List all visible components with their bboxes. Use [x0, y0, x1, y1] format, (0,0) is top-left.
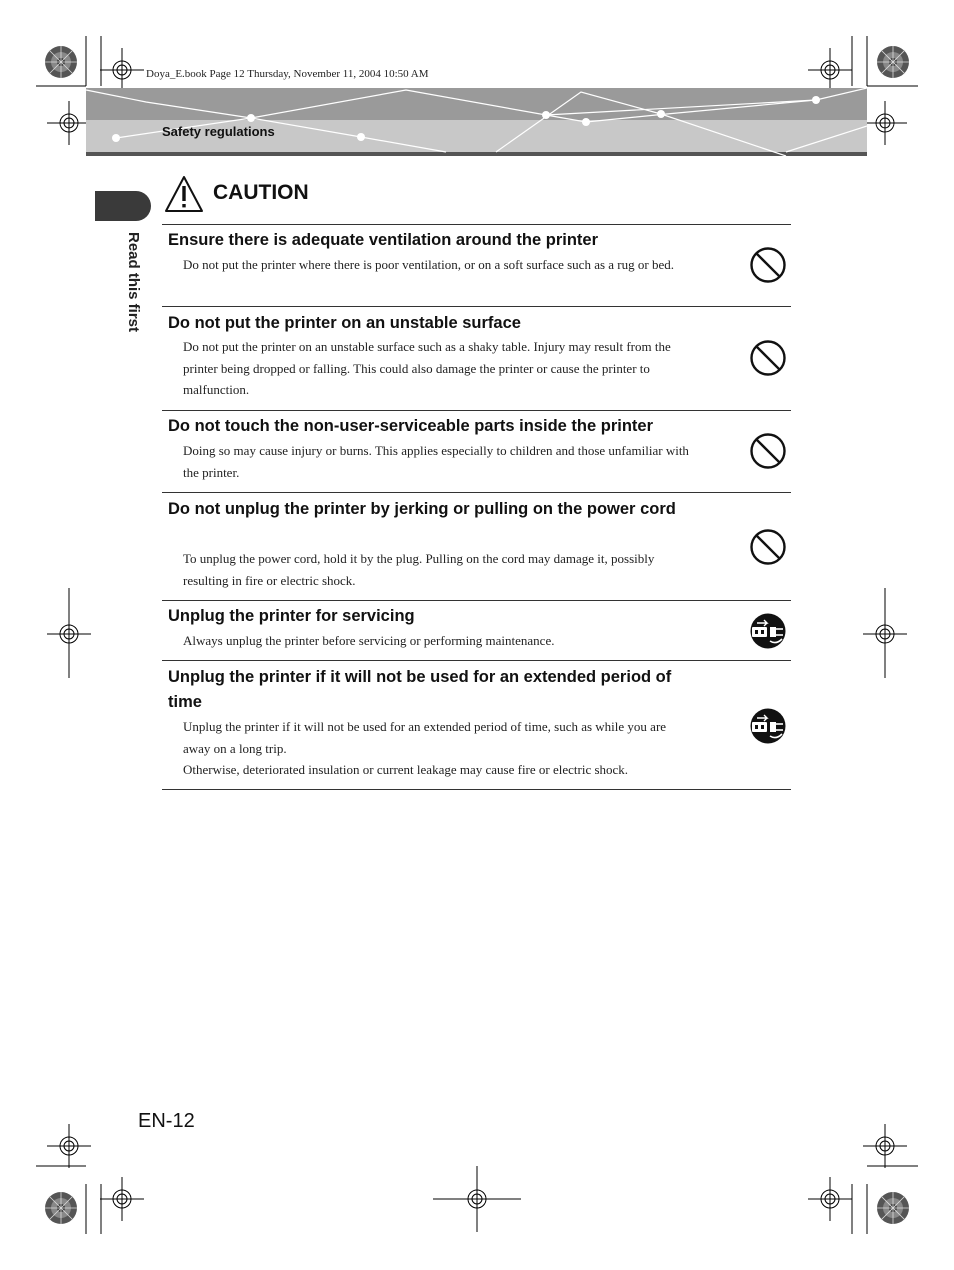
side-tab-label: Read this first — [125, 232, 142, 333]
color-target-icon — [876, 1191, 910, 1225]
section-label: Safety regulations — [162, 124, 275, 139]
divider — [162, 306, 791, 307]
item-title: Ensure there is adequate ventilation around the printer — [168, 231, 598, 249]
item-title: Unplug the printer if it will not be used for an extended period of time — [168, 668, 672, 711]
item-body: Unplug the printer if it will not be used for an extended period of time, such as while you are away on a long trip. Otherwise, deteriorated insulation or current leakage may cause fire or electric shock. — [183, 719, 667, 777]
crosshair-icon — [808, 1177, 852, 1221]
item-title: Do not touch the non-user-serviceable parts inside the printer — [168, 417, 653, 435]
prohibited-icon — [748, 431, 788, 471]
divider — [162, 410, 791, 411]
crosshair-line — [68, 588, 70, 678]
crosshair-line — [884, 588, 886, 678]
item-title: Do not unplug the printer by jerking or pulling on the power cord — [168, 500, 676, 518]
item-body: To unplug the power cord, hold it by the plug. Pulling on the cord may damage it, possibly resulting in fire or electric shock. — [183, 551, 655, 588]
item-title: Unplug the printer for servicing — [168, 607, 415, 625]
divider — [162, 224, 791, 225]
crosshair-icon — [863, 1124, 907, 1168]
divider — [162, 660, 791, 661]
item-body: Do not put the printer where there is poor ventilation, or on a soft surface such as a rug or bed. — [183, 257, 674, 272]
unplug-icon — [748, 611, 788, 651]
divider — [162, 789, 791, 790]
crosshair-line — [433, 1198, 521, 1200]
crosshair-icon — [47, 101, 91, 145]
color-target-icon — [44, 45, 78, 79]
crosshair-icon — [863, 101, 907, 145]
color-target-icon — [44, 1191, 78, 1225]
crosshair-icon — [808, 48, 852, 92]
prohibited-icon — [748, 338, 788, 378]
color-target-icon — [876, 45, 910, 79]
prohibited-icon — [748, 527, 788, 567]
divider — [162, 492, 791, 493]
caution-title: CAUTION — [213, 181, 309, 204]
prohibited-icon — [748, 245, 788, 285]
unplug-icon — [748, 706, 788, 746]
item-body: Do not put the printer on an unstable surface such as a shaky table. Injury may result from the printer being dropped or falling. This could also damage the printer or cause the printer to malfunction. — [183, 339, 671, 397]
crosshair-icon — [100, 48, 144, 92]
warning-triangle-icon — [164, 175, 204, 213]
page-number: EN-12 — [138, 1110, 195, 1132]
crosshair-icon — [100, 1177, 144, 1221]
divider — [162, 600, 791, 601]
item-body: Always unplug the printer before servicing or performing maintenance. — [183, 633, 555, 648]
item-body: Doing so may cause injury or burns. This applies especially to children and those unfamiliar with the printer. — [183, 443, 689, 480]
crosshair-icon — [47, 1124, 91, 1168]
item-title: Do not put the printer on an unstable surface — [168, 314, 521, 332]
side-tab — [95, 191, 151, 221]
file-info: Doya_E.book Page 12 Thursday, November 11, 2004 10:50 AM — [146, 68, 429, 80]
header-banner — [86, 88, 867, 156]
